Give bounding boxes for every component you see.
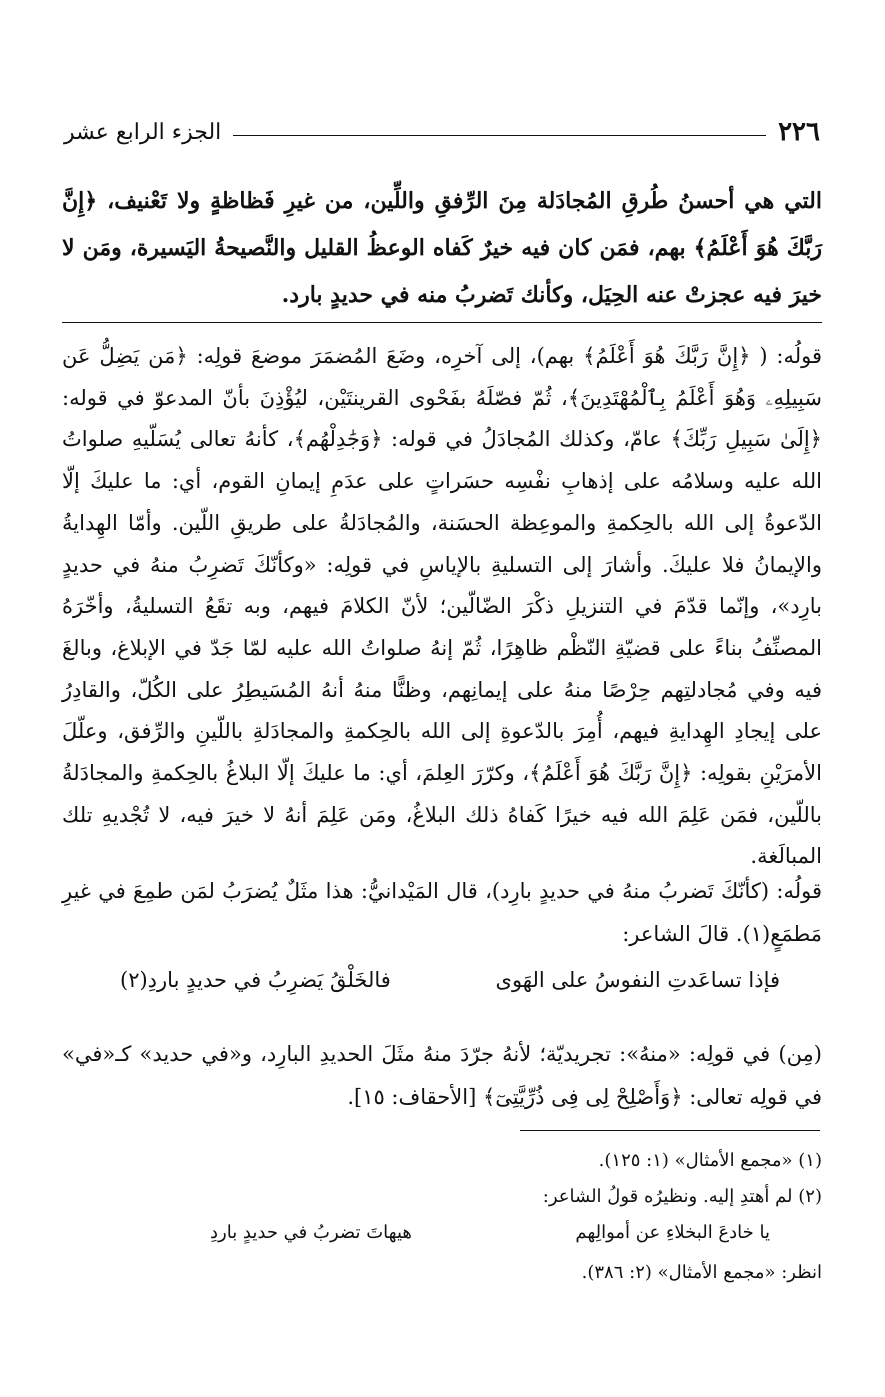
page-number: ٢٢٦ [778,117,820,147]
min-paragraph: (مِن) في قولِه: «منهُ»: تجريديّة؛ لأنهُ جرّدَ منهُ مثَلَ الحديدِ البارِد، و«في حديد» كـ«في» في قولِه تعالى: ﴿وَأَصْلِحْ لِى فِى ذُرِّيَّتِىٓ﴾ [الأحقاف: ١٥]. [62,1042,822,1109]
footnote-2: (٢) لم أهتدِ إليه. ونظيرُه قولُ الشاعر: [542,1186,822,1207]
part-title: الجزء الرابع عشر [64,119,222,145]
verse-second-half: فالخَلْقُ يَضرِبُ في حديدٍ باردِ(٢) [120,968,391,992]
main-text-paragraph: التي هي أحسنُ طُرقِ المُجادَلة مِنَ الرِّفقِ واللِّين، من غيرِ فَظاظةٍ ولا تَعْنيف، ﴿إِنَّ رَبَّكَ هُوَ أَعْلَمُ﴾ بهم، فمَن كان فيه خيرٌ كَفاه الوعظُ القليل والنَّصيحةُ اليَسيرة، ومَن لا خيرَ فيه عجزتْ عنه الحِيَل، وكأنك تَضربُ منه في حديدٍ بارد. [62,188,822,308]
text-separator-rule [62,322,822,323]
footnote-rule [520,1130,820,1131]
page-header [64,112,820,152]
meydani-paragraph: قولُه: (كأنّكَ تَضربُ منهُ في حديدٍ بارِد)، قال المَيْدانيُّ: هذا مثَلٌ يُضرَبُ لمَن طمِعَ في غيرِ مَطمَعٍ(١). قالَ الشاعر: [62,879,822,946]
footnote-2-reference: انظر: «مجمع الأمثال» (٢: ٣٨٦). [581,1262,822,1283]
footnote-verse [210,1222,770,1252]
verse-first-half: فإذا تساعَدتِ النفوسُ على الهَوى [495,968,780,992]
footnote-verse-first: يا خادعَ البخلاءِ عن أموالِهم [575,1222,770,1243]
commentary-paragraph: قولُه: ( ﴿إِنَّ رَبَّكَ هُوَ أَعْلَمُ﴾ بهم)، إلى آخرِه، وضَعَ المُضمَرَ موضعَ قولِه: ﴿مَن يَضِلُّ عَن سَبِيلِهِۦ وَهُوَ أَعْلَمُ بِٱلْمُهْتَدِينَ﴾، ثُمّ فصّلَهُ بفَحْوى القرينتَيْن، ليُؤْذِنَ بأنّ المدعوّ في قوله: ﴿إِلَىٰ سَبِيلِ رَبِّكَ﴾ عامّ، وكذلك المُجادَلُ في قوله: ﴿وَجَٰدِلْهُم﴾، كأنهُ تعالى يُسَلّيهِ صلواتُ الله عليه وسلامُه على إذهابِ نفْسِه حسَراتٍ على عدَمِ إيمانِ القوم، أي: ما عليكَ إلّا الدّعوةُ إلى الله بالحِكمةِ والموعِظة الحسَنة، والمُجادَلةُ على طريقِ اللّين. وأمّا الهِدايةُ والإيمانُ فلا عليكَ. وأشارَ إلى التسليةِ بالإياسِ في قولِه: «وكأنّكَ تَضرِبُ منهُ في حديدٍ بارِد»، وإنّما قدّمَ في التنزيلِ ذكْرَ الضّالّين؛ لأنّ الكلامَ فيهم، وبه تقَعُ التسليةُ، وأخّرَهُ المصنِّفُ بناءً على قضيّةِ النّظْم ظاهِرًا، ثُمّ إنهُ صلواتُ الله عليه لمّا جَدّ في الإبلاغ، وبالغَ فيه وفي مُجادلتِهم حِرْصًا منهُ على إيمانِهم، وظنًّا منهُ أنهُ المُسَيطِرُ على الكُلّ، والقادِرُ على إيجادِ الهِدايةِ فيهم، أُمِرَ بالدّعوةِ إلى الله بالحِكمةِ والمجادَلةِ باللّينِ والرِّفق، وعلّلَ الأمرَيْنِ بقولِه: ﴿إِنَّ رَبَّكَ هُوَ أَعْلَمُ﴾، وكرّرَ العِلمَ، أي: ما عليكَ إلّا البلاغُ بالحِكمةِ والمجادَلةُ باللّين، فمَن عَلِمَ الله فيه خيرًا كَفاهُ ذلك البلاغُ، ومَن عَلِمَ أنهُ لا خيرَ فيه، لا تُجْديهِ تلك المبالَغة. [62,344,822,869]
footnote-verse-second: هيهاتَ تضربُ في حديدٍ باردِ [210,1222,412,1243]
header-rule [233,135,766,136]
poetry-verse [120,968,780,1008]
footnote-1: (١) «مجمع الأمثال» (١: ١٢٥). [598,1150,822,1171]
